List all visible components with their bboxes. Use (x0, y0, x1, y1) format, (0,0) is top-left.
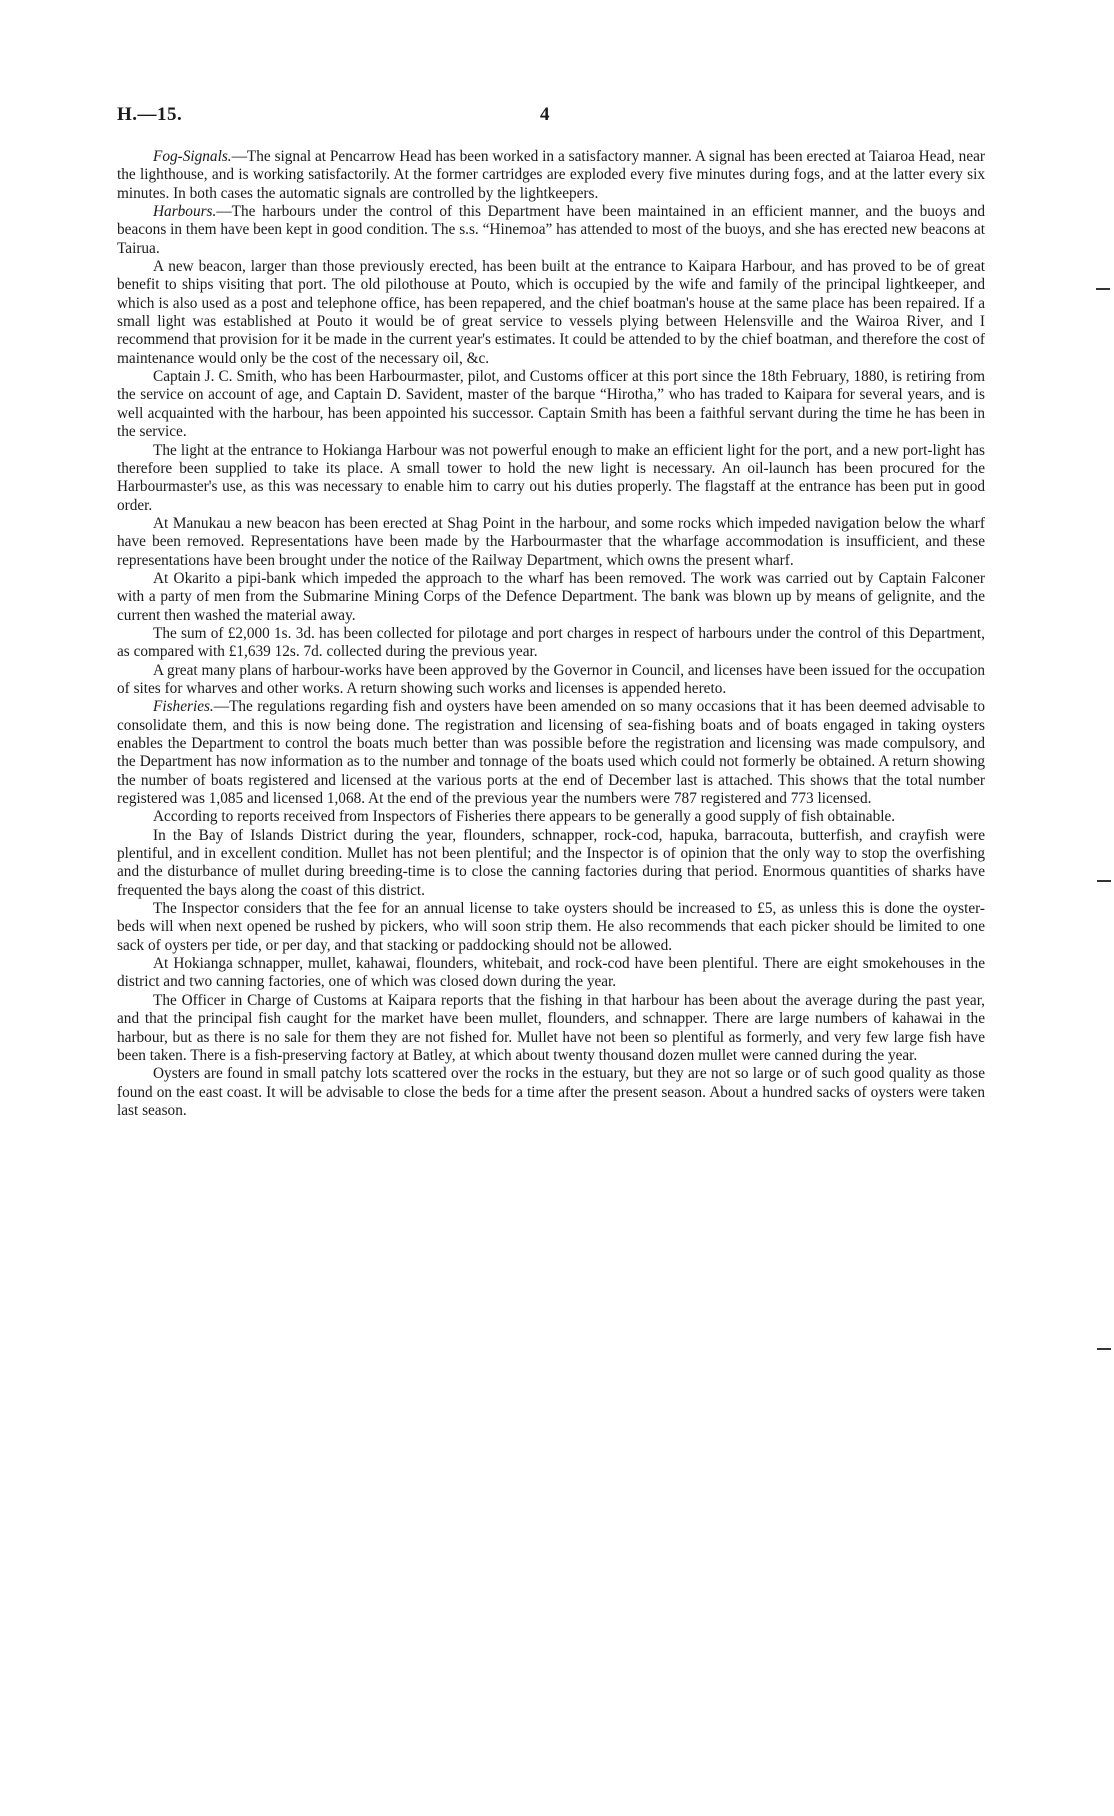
paragraph-kaipara-beacon: A new beacon, larger than those previously erected, has been built at the entrance to Kaipara Harbour, and has proved to be of great benefit to ships visiting that port. The old pilothouse at Pouto, which is occupied by the wife and family of the principal lightkeeper, and which is also used as a post and telephone office, has been repapered, and the chief boatman's house at the same place has been repaired. If a small light was established at Pouto it would be of great service to vessels plying between Helensville and the Wairoa River, and I recommend that provision for it be made in the current year's estimates. It could be attended to by the chief boatman, and therefore the cost of maintenance would only be the cost of the necessary oil, &c. (117, 258, 986, 367)
page-header (117, 104, 987, 130)
section-heading-fog-signals: Fog-Signals. (153, 148, 232, 165)
paragraph-captain-smith: Captain J. C. Smith, who has been Harbourmaster, pilot, and Customs officer at this port since the 18th February, 1880, is retiring from the service on account of age, and Captain D. Savident, master of the barque “Hirotha,” who has traded to Kaipara for several years, and is well acquainted with the harbour, has been appointed his successor. Captain Smith has been a faithful servant during the time he has been in the service. (117, 368, 985, 441)
paragraph-fog-signals: Fog-Signals.—The signal at Pencarrow Head has been worked in a satisfactory manner. A signal has been erected at Taiaroa Head, near the lighthouse, and is working satisfactorily. At the former cartridges are exploded every five minutes during fogs, and at the latter every six minutes. In both cases the automatic signals are controlled by the lightkeepers. (117, 148, 985, 202)
section-heading-harbours: Harbours. (153, 203, 217, 221)
body-text (117, 148, 985, 1120)
paragraph-manukau: At Manukau a new beacon has been erected at Shag Point in the harbour, and some rocks which impeded navigation below the wharf have been removed. Representations have been made by the Harbourmaster that the wharfage accommodation is insufficient, and these representations have been brought under the notice of the Railway Department, which owns the present wharf. (117, 514, 985, 569)
paragraph-pilotage-sum: The sum of £2,000 1s. 3d. has been collected for pilotage and port charges in respect of harbours under the control of this Department, as compared with £1,639 12s. 7d. collected during the previous year. (117, 624, 985, 661)
paragraph-harbours: Harbours.—The harbours under the control of this Department have been maintained in an efficient manner, and the buoys and beacons in them have been kept in good condition. The s.s. “Hinemoa” has attended to most of the buoys, and she has erected new beacons at Tairua. (117, 203, 985, 257)
paragraph-bay-of-islands: In the Bay of Islands District during the year, flounders, schnapper, rock-cod, hapuka, barracouta, butterfish, and crayfish were plentiful, and in excellent condition. Mullet has not been plentiful; and the Inspector is of opinion that the only way to stop the overfishing and the disturbance of mullet during breeding-time is to close the canning factories during that period. Enormous quantities of sharks have frequented the bays along the coast of this district. (117, 826, 985, 899)
section-heading-fisheries: Fisheries. (153, 698, 214, 716)
document-reference: H.—15. (117, 104, 183, 125)
paragraph-oysters-estuary: Oysters are found in small patchy lots scattered over the rocks in the estuary, but they are not so large or of such good quality as those found on the east coast. It will be advisable to close the beds for a time after the present season. About a hundred sacks of oysters were taken last season. (117, 1065, 985, 1119)
margin-mark (1097, 880, 1111, 882)
margin-mark (1097, 1348, 1111, 1350)
paragraph-fisheries: Fisheries.—The regulations regarding fish and oysters have been amended on so many occasions that it has been deemed advisable to consolidate them, and this is now being done. The registration and licensing of sea-fishing boats and of boats engaged in taking oysters enables the Department to control the boats much better than was possible before the registration and licensing was made compulsory, and the Department has now information as to the number and tonnage of the boats used which could not formerly be obtained. A return showing the number of boats registered and licensed at the various ports at the end of December last is attached. This shows that the total number registered was 1,085 and licensed 1,068. At the end of the previous year the numbers were 787 registered and 773 licensed. (117, 698, 985, 808)
paragraph-harbour-works: A great many plans of harbour-works have been approved by the Governor in Council, and licenses have been issued for the occupation of sites for wharves and other works. A return showing such works and licenses is appended hereto. (117, 661, 985, 697)
paragraph-hokianga-light: The light at the entrance to Hokianga Harbour was not powerful enough to make an efficient light for the port, and a new port-light has therefore been supplied to take its place. A small tower to hold the new light is necessary. An oil-launch has been procured for the Harbourmaster's use, as this was necessary to enable him to carry out his duties properly. The flagstaff at the entrance has been put in good order. (117, 441, 985, 514)
paragraph-kaipara-fishing: The Officer in Charge of Customs at Kaipara reports that the fishing in that harbour has been about the average during the past year, and that the principal fish caught for the market have been mullet, flounders, and schnapper. There are large numbers of kahawai in the harbour, but as there is no sale for them they are not fished for. Mullet have not been so plentiful as formerly, and very few large fish have been taken. There is a fish-preserving factory at Batley, at which about twenty thousand dozen mullet were canned during the year. (117, 991, 985, 1064)
paragraph-okarito: At Okarito a pipi-bank which impeded the approach to the wharf has been removed. The work was carried out by Captain Falconer with a party of men from the Submarine Mining Corps of the Defence Department. The bank was blown up by means of gelignite, and the current then washed the material away. (117, 569, 985, 624)
paragraph-oyster-license: The Inspector considers that the fee for an annual license to take oysters should be increased to £5, as unless this is done the oyster-beds will when next opened be rushed by pickers, who will soon strip them. He also recommends that each picker should be limited to one sack of oysters per tide, or per day, and that stacking or paddocking should not be allowed. (117, 900, 985, 954)
margin-mark (1096, 288, 1110, 290)
paragraph-hokianga-fish: At Hokianga schnapper, mullet, kahawai, flounders, whitebait, and rock-cod have been plentiful. There are eight smokehouses in the district and two canning factories, one of which was closed down during the year. (117, 955, 985, 991)
page-number: 4 (540, 104, 550, 125)
paragraph-fish-supply: According to reports received from Inspectors of Fisheries there appears to be generally a good supply of fish obtainable. (153, 808, 896, 826)
